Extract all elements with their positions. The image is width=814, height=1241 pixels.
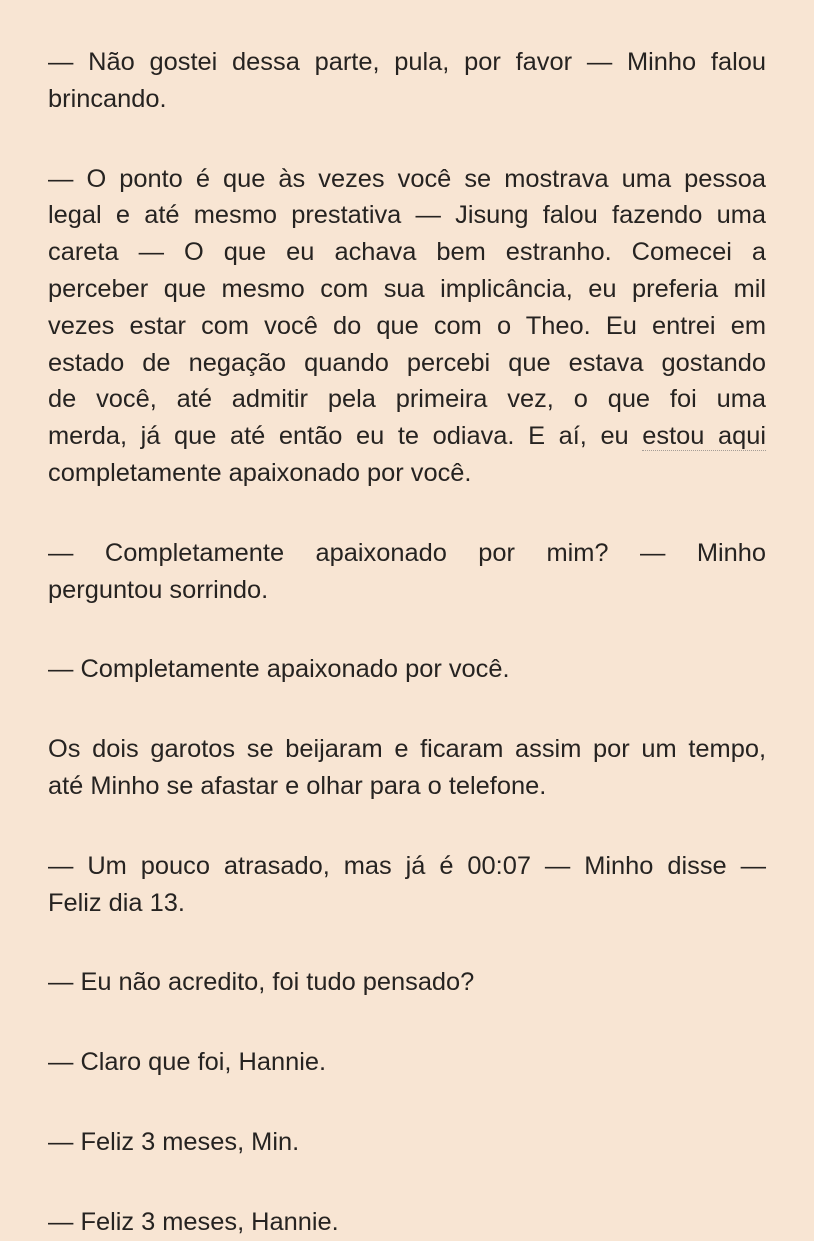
text-line: — Um pouco atrasado, mas já é 00:07 — Minho disse — — [48, 851, 766, 880]
text-line: — Eu não acredito, foi tudo pensado? — [48, 968, 475, 997]
text-line: — O ponto é que às vezes você se mostrava uma pessoa — [48, 164, 766, 193]
text-line: de você, até admitir pela primeira vez, o que foi uma — [48, 385, 766, 414]
paragraph-3 — [48, 535, 766, 609]
paragraph-5 — [48, 731, 766, 805]
paragraph-7 — [48, 964, 766, 1001]
paragraph-2 — [48, 161, 766, 492]
text-line: careta — O que eu achava bem estranho. Comecei a — [48, 238, 766, 267]
paragraph-1 — [48, 44, 766, 118]
text-line: completamente apaixonado por você. — [48, 458, 472, 487]
text-line: perceber que mesmo com sua implicância, eu preferia mil — [48, 274, 766, 303]
paragraph-10 — [48, 1204, 766, 1241]
text-line-with-highlight — [48, 418, 766, 455]
text-line: — Feliz 3 meses, Min. — [48, 1127, 300, 1156]
text-line: legal e até mesmo prestativa — Jisung falou fazendo uma — [48, 201, 766, 230]
text-line: vezes estar com você do que com o Theo. Eu entrei em — [48, 311, 766, 340]
text-line: brincando. — [48, 84, 167, 113]
text-line: perguntou sorrindo. — [48, 575, 269, 604]
text-line: até Minho se afastar e olhar para o telefone. — [48, 771, 547, 800]
text-line: — Feliz 3 meses, Hannie. — [48, 1207, 339, 1236]
text-line: estado de negação quando percebi que estava gostando — [48, 348, 766, 377]
text-line: — Claro que foi, Hannie. — [48, 1048, 327, 1077]
text-line: Os dois garotos se beijaram e ficaram assim por um tempo, — [48, 735, 766, 764]
underlined-phrase[interactable]: estou aqui — [642, 422, 767, 451]
paragraph-8 — [48, 1044, 766, 1081]
text-line: Feliz dia 13. — [48, 888, 185, 917]
paragraph-4 — [48, 651, 766, 688]
text-segment: merda, já que até então eu te odiava. E aí, eu — [48, 422, 643, 451]
paragraph-9 — [48, 1124, 766, 1161]
paragraph-6 — [48, 848, 766, 922]
text-line: — Não gostei dessa parte, pula, por favor — Minho falou — [48, 48, 766, 76]
text-line: — Completamente apaixonado por você. — [48, 655, 510, 684]
text-line: — Completamente apaixonado por mim? — Minho — [48, 538, 766, 567]
